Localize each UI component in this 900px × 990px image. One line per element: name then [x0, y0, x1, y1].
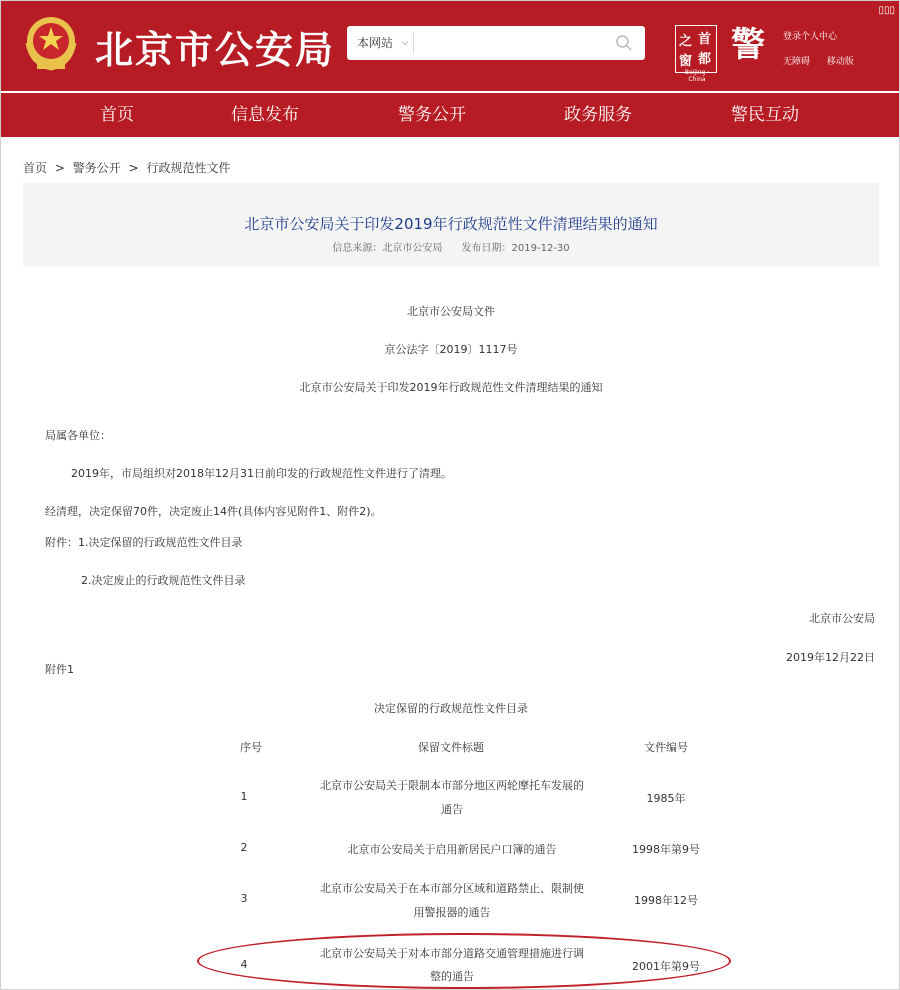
capital-logo-char: 之 [679, 34, 693, 49]
table-title: 决定保留的行政规范性文件目录 [374, 702, 528, 715]
highlight-ellipse [197, 933, 731, 989]
row-title: 北京市公安局关于对本市部分道路交通管理措施进行调 [320, 947, 584, 960]
table-header-code: 文件编号 [644, 741, 688, 754]
search-icon[interactable] [615, 34, 633, 52]
paragraph-2: 经清理，决定保留70件，决定废止14件(具体内容见附件1、附件2)。 [45, 505, 382, 518]
search-box[interactable] [347, 26, 645, 60]
row-no: 3 [240, 892, 248, 905]
row-no: 4 [240, 958, 248, 971]
breadcrumb-separator: > [54, 161, 65, 175]
attachment-2: 2.决定废止的行政规范性文件目录 [81, 574, 246, 587]
main-nav [1, 93, 900, 137]
breadcrumb-separator: > [128, 161, 139, 175]
capital-logo-char: 窗 [679, 54, 693, 69]
doc-title: 北京市公安局关于印发2019年行政规范性文件清理结果的通知 [299, 381, 603, 394]
nav-item-interaction[interactable]: 警民互动 [731, 105, 799, 125]
row-title: 北京市公安局关于在本市部分区域和道路禁止、限制使 [320, 882, 584, 895]
row-code: 1985年 [646, 792, 686, 805]
breadcrumb-home[interactable]: 首页 [23, 161, 48, 175]
capital-window-logo[interactable] [675, 25, 717, 83]
recipient: 局属各单位： [45, 429, 111, 442]
paragraph-1: 2019年，市局组织对2018年12月31日前印发的行政规范性文件进行了清理。 [71, 467, 452, 480]
row-code: 2001年第9号 [632, 960, 700, 973]
row-title: 用警报器的通告 [413, 906, 491, 919]
article-header [23, 183, 879, 267]
capital-logo-subtitle: Beijing · China [684, 69, 710, 83]
chevron-down-icon[interactable]: ⌵ [401, 37, 409, 48]
site-header [1, 1, 900, 91]
search-divider [413, 32, 414, 54]
police-emblem-icon[interactable] [21, 13, 81, 75]
table-header-no: 序号 [240, 741, 262, 754]
article-date: 发布日期：2019-12-30 [461, 243, 570, 254]
sign-date: 2019年12月22日 [786, 651, 875, 664]
mobile-version-link[interactable]: 移动版 [826, 57, 854, 67]
doc-header: 北京市公安局文件 [407, 305, 495, 318]
corner-mark: ▯▯▯ [878, 5, 895, 16]
article-title: 北京市公安局关于印发2019年行政规范性文件清理结果的通知 [244, 215, 658, 233]
article-source: 信息来源：北京市公安局 [332, 243, 443, 254]
site-title[interactable]: 北京市公安局 [95, 28, 336, 72]
appendix-label: 附件1 [45, 663, 74, 676]
nav-item-gov-services[interactable]: 政务服务 [564, 105, 632, 125]
nav-item-home[interactable]: 首页 [100, 105, 134, 125]
police-logo[interactable]: 警 [731, 25, 765, 65]
breadcrumb [23, 159, 234, 176]
nav-item-info-release[interactable]: 信息发布 [231, 105, 299, 125]
row-title: 整的通告 [430, 970, 474, 983]
row-code: 1998年12号 [634, 894, 698, 907]
search-scope-select[interactable]: 本网站 [357, 36, 394, 50]
doc-number: 京公法字〔2019〕1117号 [384, 343, 518, 356]
breadcrumb-normative-docs[interactable]: 行政规范性文件 [146, 161, 231, 175]
table-header-title: 保留文件标题 [418, 741, 484, 754]
article-meta [23, 239, 879, 254]
row-no: 2 [240, 841, 248, 854]
login-user-center-link[interactable]: 登录个人中心 [783, 32, 838, 42]
signature: 北京市公安局 [809, 612, 875, 625]
capital-logo-char: 首 [698, 32, 712, 47]
user-links [783, 29, 868, 79]
attachment-1: 附件：1.决定保留的行政规范性文件目录 [45, 536, 243, 549]
row-title: 通告 [441, 803, 463, 816]
row-title: 北京市公安局关于启用新居民户口簿的通告 [347, 843, 557, 856]
breadcrumb-police-affairs[interactable]: 警务公开 [72, 161, 121, 175]
row-code: 1998年第9号 [632, 843, 700, 856]
nav-item-police-affairs[interactable]: 警务公开 [398, 105, 466, 125]
row-no: 1 [240, 790, 248, 803]
row-title: 北京市公安局关于限制本市部分地区两轮摩托车发展的 [320, 779, 584, 792]
capital-logo-char: 都 [698, 52, 712, 67]
accessibility-link[interactable]: 无障碍 [783, 57, 811, 67]
